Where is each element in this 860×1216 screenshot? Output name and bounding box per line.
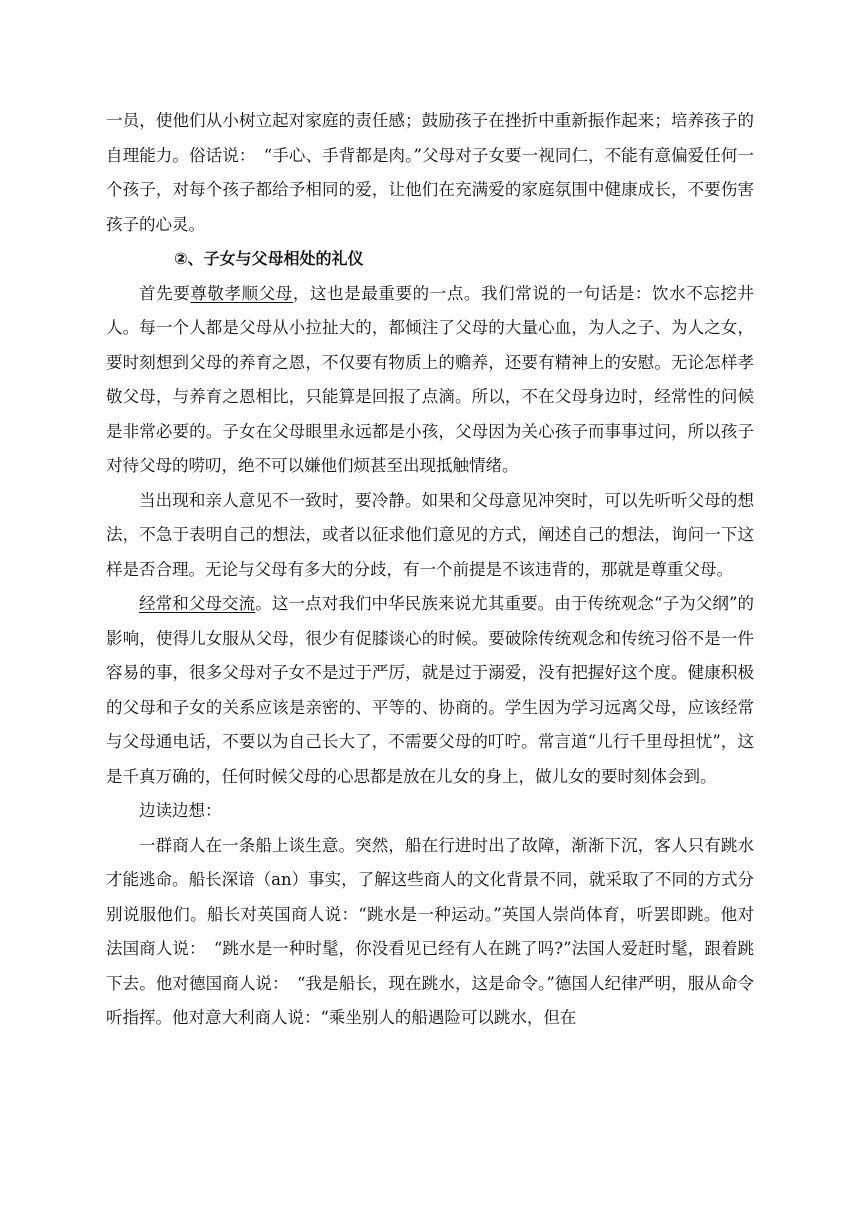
paragraph-ship-story: 一群商人在一条船上谈生意。突然，船在行进时出了故障，渐渐下沉，客人只有跳水才能逃命。船长深谙（an）事实，了解这些商人的文化背景不同，就采取了不同的方式分别说服他们。船长对英国商人说：“跳水是一种运动。”英国人崇尚体育，听罢即跳。他对法国商人说： “跳水是一种时髦，你没看见已经有人在跳了吗?”法国人爱赶时髦，跟着跳下去。他对德国商人说： “我是船长，现在跳水，这是命令。”德国人纪律严明，服从命令听指挥。他对意大利商人说：“乘坐别人的船遇险可以跳水，但在 [106,835,754,1027]
underlined-phrase: 经常和父母交流 [139,594,256,613]
paragraph-read-and-think: 边读边想： [139,801,222,820]
paragraph-text: 首先要 [139,283,191,303]
document-page [106,104,754,1036]
paragraph-text: 。这一点对我们中华民族来说尤其重要。由于传统观念“子为父纲”的影响，使得儿女服从父母，很少有促膝谈心的时候。要破除传统观念和传统习俗不是一件容易的事，很多父母对子女不是过于严厉，就是过于溺爱，没有把握好这个度。健康积极的父母和子女的关系应该是亲密的、平等的、协商的。学生因为学习远离父母，应该经常与父母通电话，不要以为自己长大了，不需要父母的叮咛。常言道“儿行千里母担忧”，这是千真万确的，任何时候父母的心思都是放在儿女的身上，做儿女的要时刻体会到。 [106,594,754,786]
paragraph-communicate [106,587,754,794]
paragraph-disagreement: 当出现和亲人意见不一致时，要冷静。如果和父母意见冲突时，可以先听听父母的想法，不急于表明自己的想法，或者以征求他们意见的方式，阐述自己的想法，询问一下这样是否合理。无论与父母有多大的分歧，有一个前提是不该违背的，那就是尊重父母。 [106,490,754,579]
paragraph-family-responsibility: 一员，使他们从小树立起对家庭的责任感；鼓励孩子在挫折中重新振作起来；培养孩子的自理能力。俗话说： “手心、手背都是肉。”父母对子女要一视同仁，不能有意偏爱任何一个孩子，对每个孩子都给予相同的爱，让他们在充满爱的家庭氛围中健康成长，不要伤害孩子的心灵。 [106,111,754,234]
paragraph-text: ，这也是最重要的一点。我们常说的一句话是：饮水不忘挖井人。每一个人都是父母从小拉扯大的，都倾注了父母的大量心血，为人之子、为人之女，要时刻想到父母的养育之恩，不仅要有物质上的赡养，还要有精神上的安慰。无论怎样孝敬父母，与养育之恩相比，只能算是回报了点滴。所以，不在父母身边时，经常性的问候是非常必要的。子女在父母眼里永远都是小孩，父母因为关心孩子而事事过问，所以孩子对待父母的唠叨，绝不可以嫌他们烦甚至出现抵触情绪。 [106,283,755,475]
paragraph-respect-parents [106,277,754,484]
underlined-phrase: 尊敬孝顺父母 [190,283,293,303]
section-heading: ②、子女与父母相处的礼仪 [174,249,364,268]
